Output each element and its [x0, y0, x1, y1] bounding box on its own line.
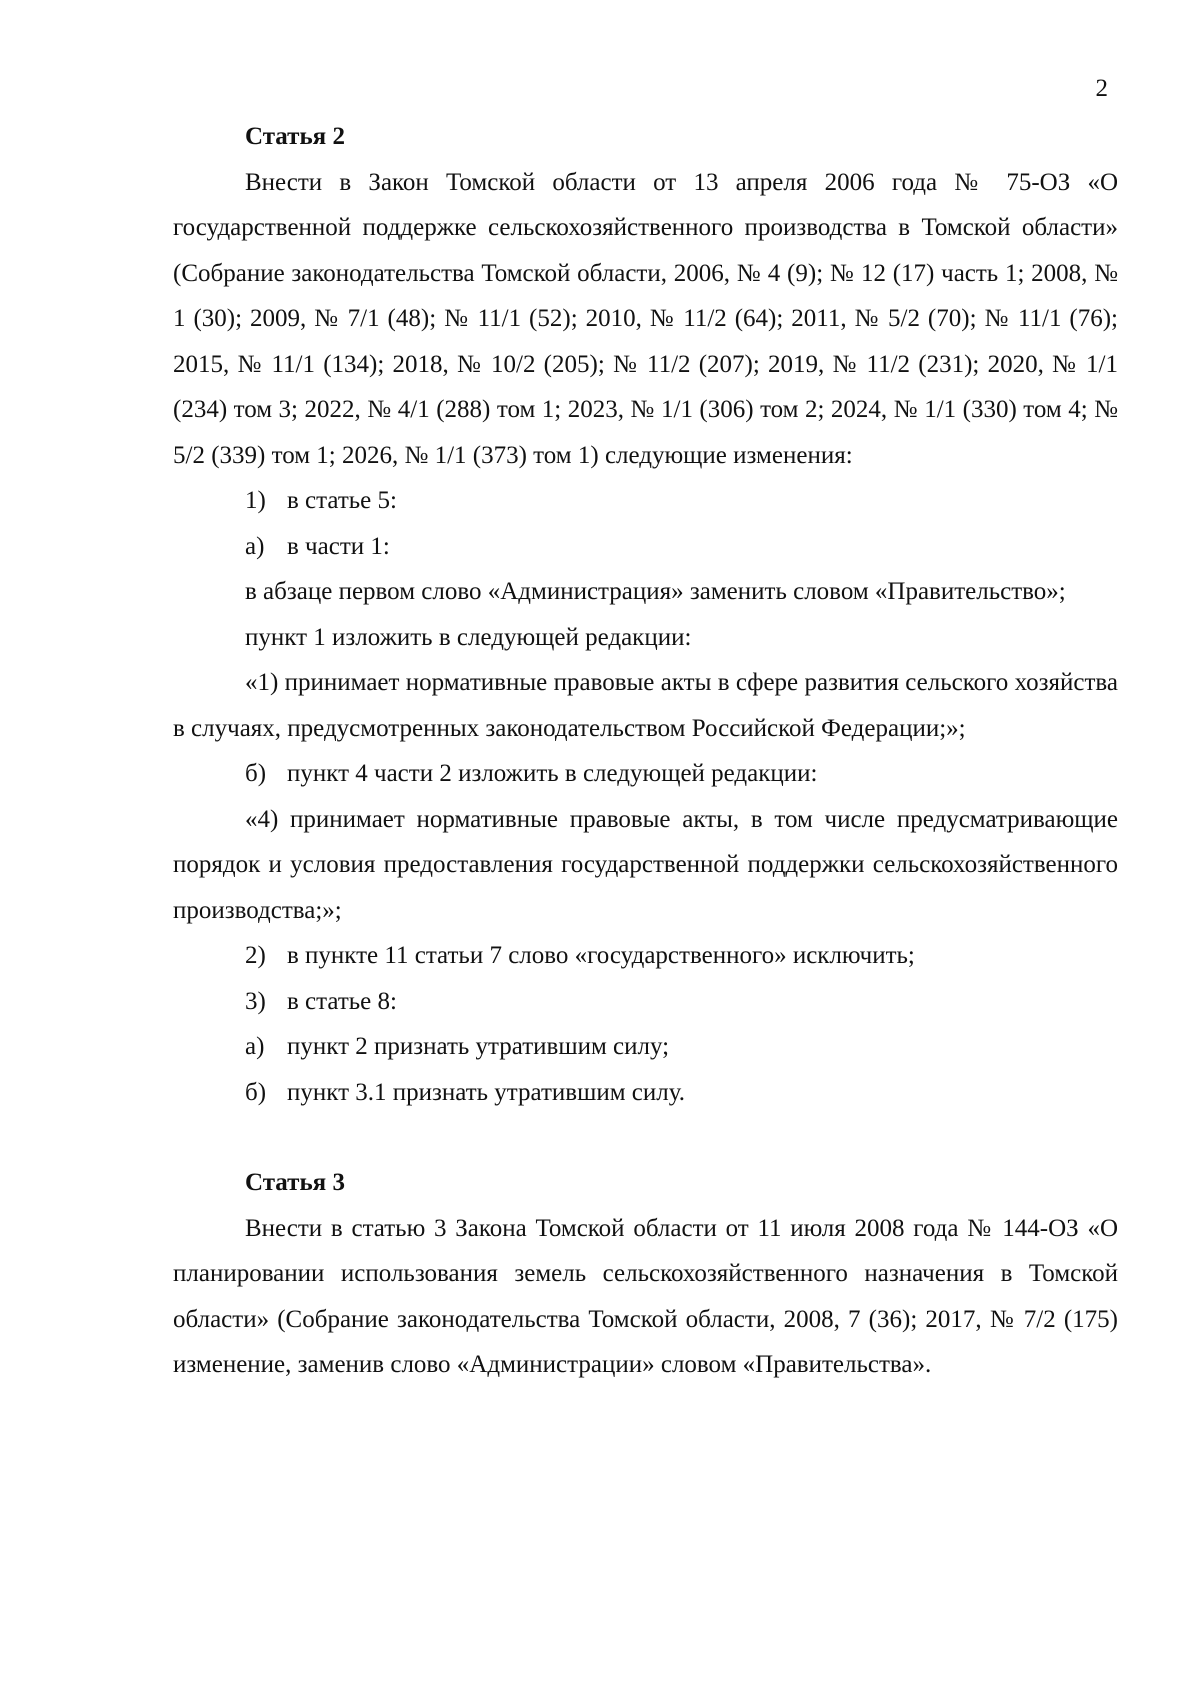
list-item-number: 1) — [245, 487, 266, 514]
article-3-heading: Статья 3 — [245, 1169, 345, 1196]
list-item-1a — [173, 524, 1118, 570]
list-item-3b — [173, 1070, 1118, 1116]
section-spacer — [173, 1115, 1118, 1160]
list-item-1b — [173, 751, 1118, 797]
article-3-text: Внести в статью 3 Закона Томской области от 11 июля 2008 года № 144-ОЗ «О планировании использования земель сельскохозяйственного назначения в Томской области» (Собрание законодательства Томской области, 2008, 7 (36); 2017, № 7/2 (175) изменение, заменив слово «Администрации» словом «Правительства». — [173, 1214, 1118, 1378]
list-item-text: пункт 2 признать утратившим силу; — [287, 1033, 670, 1060]
list-item-text: в пункте 11 статьи 7 слово «государственного» исключить; — [287, 942, 915, 969]
list-item-number: б) — [245, 1078, 267, 1106]
list-item-number: а) — [245, 1033, 265, 1060]
paragraph-punkt-1: пункт 1 изложить в следующей редакции: — [245, 623, 692, 651]
paragraph-abzac: в абзаце первом слово «Администрация» заменить словом «Правительство»; — [245, 578, 1066, 605]
list-item-text: в части 1: — [287, 532, 390, 560]
page-number: 2 — [1095, 75, 1108, 102]
list-item-number: 2) — [245, 942, 266, 969]
list-item-number: а) — [245, 532, 265, 560]
list-item-text: пункт 3.1 признать утратившим силу. — [287, 1078, 685, 1106]
list-item-1 — [173, 478, 1118, 524]
quote-punkt-1: «1) принимает нормативные правовые акты в сфере развития сельского хозяйства в случаях, предусмотренных законодательством Российской Федерации;»; — [173, 669, 1118, 742]
list-item-3a — [173, 1024, 1118, 1070]
list-item-number: б) — [245, 760, 267, 787]
list-item-number: 3) — [245, 987, 266, 1015]
quote-punkt-4: «4) принимает нормативные правовые акты, в том числе предусматривающие порядок и условия предоставления государственной поддержки сельскохозяйственного производства;»; — [173, 805, 1118, 924]
document-body — [173, 114, 1118, 1388]
list-item-text: пункт 4 части 2 изложить в следующей редакции: — [287, 760, 818, 787]
article-2-intro: Внести в Закон Томской области от 13 апреля 2006 года № 75-ОЗ «О государственной поддержке сельскохозяйственного производства в Томской области» (Собрание законодательства Томской области, 2006, № 4 (9); № 12 (17) часть 1; 2008, № 1 (30); 2009, № 7/1 (48); № 11/1 (52); 2010, № 11/2 (64); 2011, № 5/2 (70); № 11/1 (76); 2015, № 11/1 (134); 2018, № 10/2 (205); № 11/2 (207); 2019, № 11/2 (231); 2020, № 1/1 (234) том 3; 2022, № 4/1 (288) том 1; 2023, № 1/1 (306) том 2; 2024, № 1/1 (330) том 4; № 5/2 (339) том 1; 2026, № 1/1 (373) том 1) следующие изменения: — [173, 168, 1118, 469]
list-item-2 — [173, 933, 1118, 979]
article-2-heading: Статья 2 — [245, 123, 345, 150]
list-item-text: в статье 8: — [287, 987, 397, 1015]
list-item-3 — [173, 979, 1118, 1025]
list-item-text: в статье 5: — [287, 487, 397, 514]
